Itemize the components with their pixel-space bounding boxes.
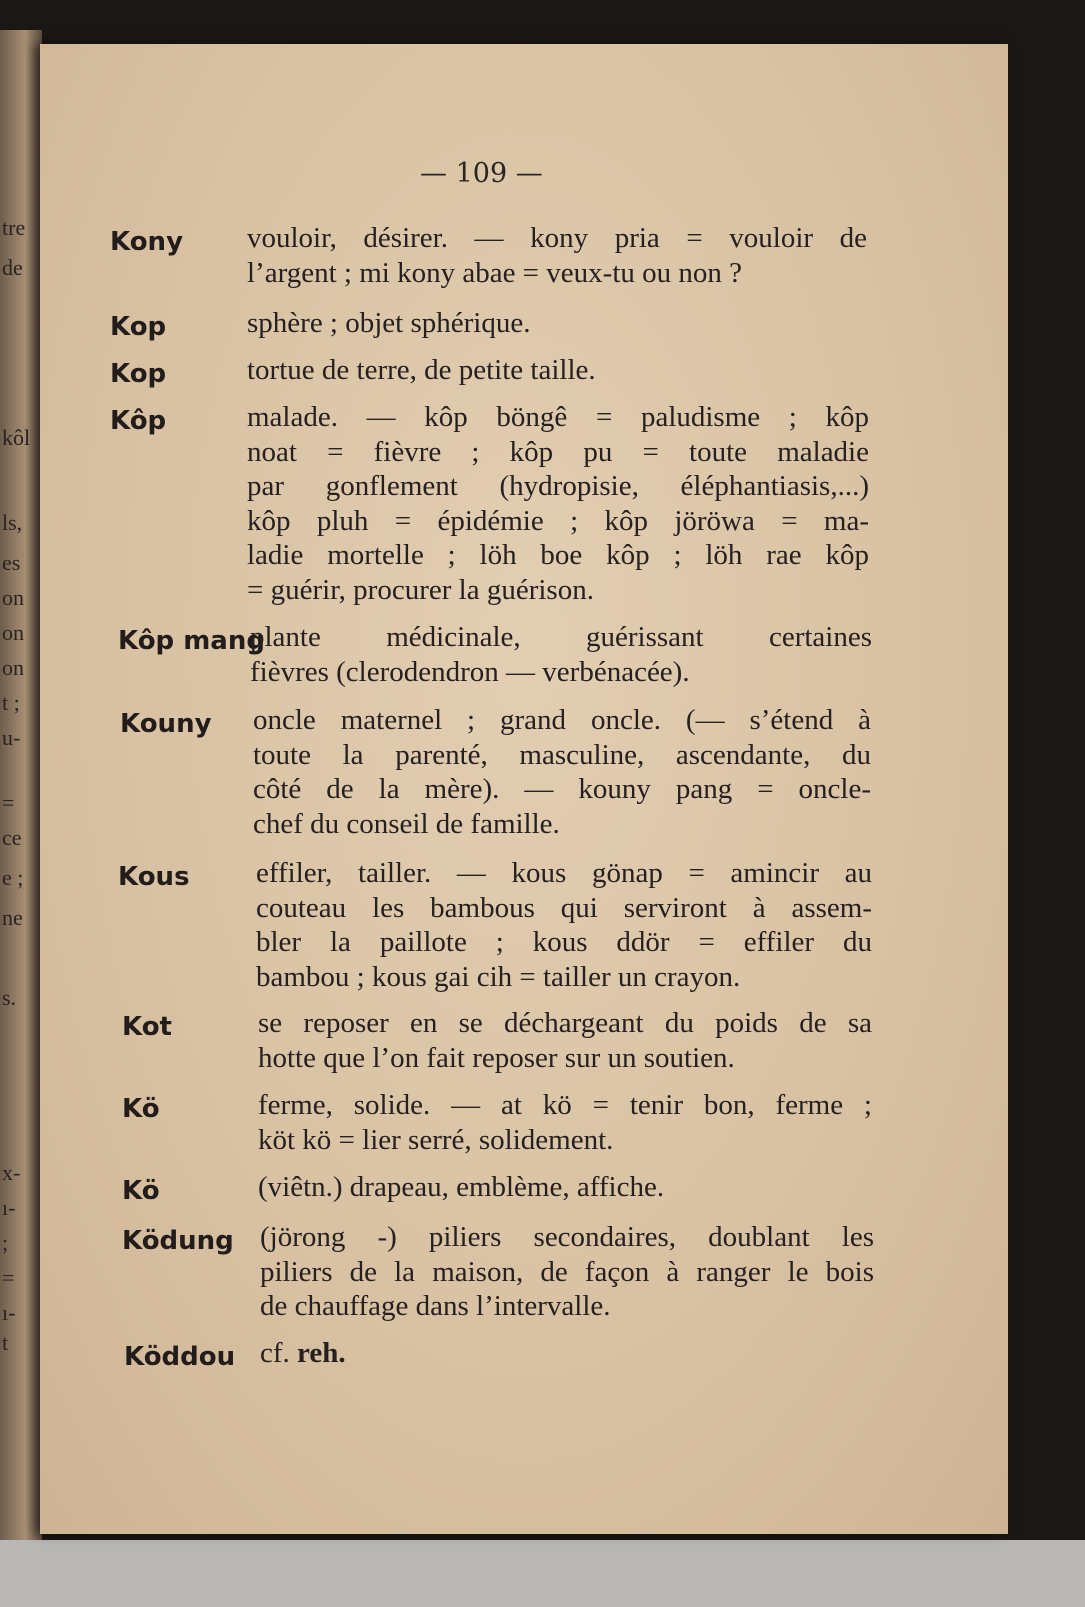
definition-line: = guérir, procurer la guérison. (247, 573, 594, 606)
dictionary-page (40, 44, 1008, 1534)
definition (247, 400, 869, 607)
previous-page-fragment: de (2, 255, 23, 280)
headword: Kouny (120, 709, 212, 739)
headword: Kop (110, 359, 167, 389)
definition (258, 1170, 872, 1205)
headword: Köddou (124, 1342, 236, 1372)
previous-page-fragment: = (2, 790, 15, 815)
definition (260, 1220, 874, 1324)
headword: Kö (122, 1094, 160, 1124)
definition-line: (jörong -) piliers secondaires, doublant les (260, 1221, 874, 1253)
definition-line: (viêtn.) drapeau, emblème, affiche. (258, 1171, 665, 1203)
definition-line: köt kö = lier serré, solidement. (258, 1123, 614, 1156)
previous-page-fragment: = (2, 1265, 15, 1290)
previous-page-fragment: on (2, 655, 24, 680)
definition-line: noat = fièvre ; kôp pu = toute maladie (247, 435, 869, 468)
previous-page-fragment: ı- (2, 1195, 16, 1220)
definition-line: couteau les bambous qui serviront à assem- (256, 891, 872, 924)
definition-line (260, 1336, 874, 1371)
definition (253, 703, 871, 841)
definition-line: ferme, solide. — at kö = tenir bon, ferme ; (258, 1089, 872, 1121)
definition-line: oncle maternel ; grand oncle. (— s’étend à (253, 704, 871, 736)
definition-line: de chauffage dans l’intervalle. (260, 1290, 611, 1322)
headword: Ködung (122, 1226, 234, 1256)
definition-line: chef du conseil de famille. (253, 807, 560, 840)
previous-page-fragment: tre (2, 215, 26, 240)
previous-page-edge (0, 30, 42, 1550)
definition (247, 353, 867, 388)
definition (258, 1006, 872, 1075)
previous-page-fragment: s. (2, 985, 17, 1010)
definition-line: se reposer en se déchargeant du poids de sa (258, 1007, 872, 1039)
definition-line: piliers de la maison, de façon à ranger le bois (260, 1255, 874, 1288)
definition-line: sphère ; objet sphérique. (247, 307, 531, 339)
previous-page-fragment: ne (2, 905, 23, 930)
previous-page-fragment: t (2, 1330, 9, 1355)
definition-line: par gonflement (hydropisie, éléphantiasis,...) (247, 470, 869, 502)
definition-line: ladie mortelle ; löh boe kôp ; löh rae kôp (247, 539, 869, 571)
cf-label: cf. (260, 1337, 298, 1369)
definition (256, 856, 872, 994)
headword: Kot (122, 1012, 172, 1042)
definition-line: bler la paillote ; kous ddör = effiler du (256, 926, 872, 958)
cross-reference: reh. (297, 1337, 346, 1369)
previous-page-fragment: on (2, 585, 24, 610)
definition-line: tortue de terre, de petite taille. (247, 354, 596, 386)
previous-page-fragment: x- (2, 1160, 21, 1185)
definition-line: vouloir, désirer. — kony pria = vouloir de (247, 222, 867, 254)
previous-page-fragment: es (2, 550, 21, 575)
previous-page-fragment: ce (2, 825, 22, 850)
definition (258, 1088, 872, 1157)
previous-page-fragment: e ; (2, 865, 24, 890)
previous-page-fragment: ı- (2, 1300, 16, 1325)
page-number: — 109 — (420, 158, 543, 189)
definition-line: effiler, tailler. — kous gönap = amincir au (256, 857, 872, 889)
definition-line: hotte que l’on fait reposer sur un soutien. (258, 1041, 735, 1074)
headword: Kôp (110, 406, 167, 436)
definition (247, 221, 867, 290)
background-surface (0, 1540, 1085, 1607)
headword: Kö (122, 1176, 160, 1206)
headword: Kony (110, 227, 184, 257)
previous-page-fragment: kôl (2, 425, 31, 450)
previous-page-fragment: ; (2, 1230, 9, 1255)
previous-page-fragment: t ; (2, 690, 20, 715)
definition-line: malade. — kôp böngê = paludisme ; kôp (247, 401, 869, 433)
definition-line: côté de la mère). — kouny pang = oncle- (253, 773, 871, 805)
definition (250, 620, 872, 689)
previous-page-fragment: ls, (2, 510, 23, 535)
definition-line: plante médicinale, guérissant certaines (250, 621, 872, 653)
definition-line: l’argent ; mi kony abae = veux-tu ou non ? (247, 256, 742, 289)
headword: Kous (118, 862, 190, 892)
previous-page-fragment: u- (2, 725, 21, 750)
definition (247, 306, 867, 341)
definition-line: fièvres (clerodendron — verbénacée). (250, 655, 690, 688)
headword: Kop (110, 312, 167, 342)
definition-line: toute la parenté, masculine, ascendante, du (253, 738, 871, 771)
definition-line: bambou ; kous gai cih = tailler un crayon. (256, 960, 741, 993)
definition-line: kôp pluh = épidémie ; kôp jöröwa = ma- (247, 504, 869, 537)
headword: Kôp mang (118, 626, 265, 656)
definition (260, 1336, 874, 1371)
previous-page-fragment: on (2, 620, 24, 645)
